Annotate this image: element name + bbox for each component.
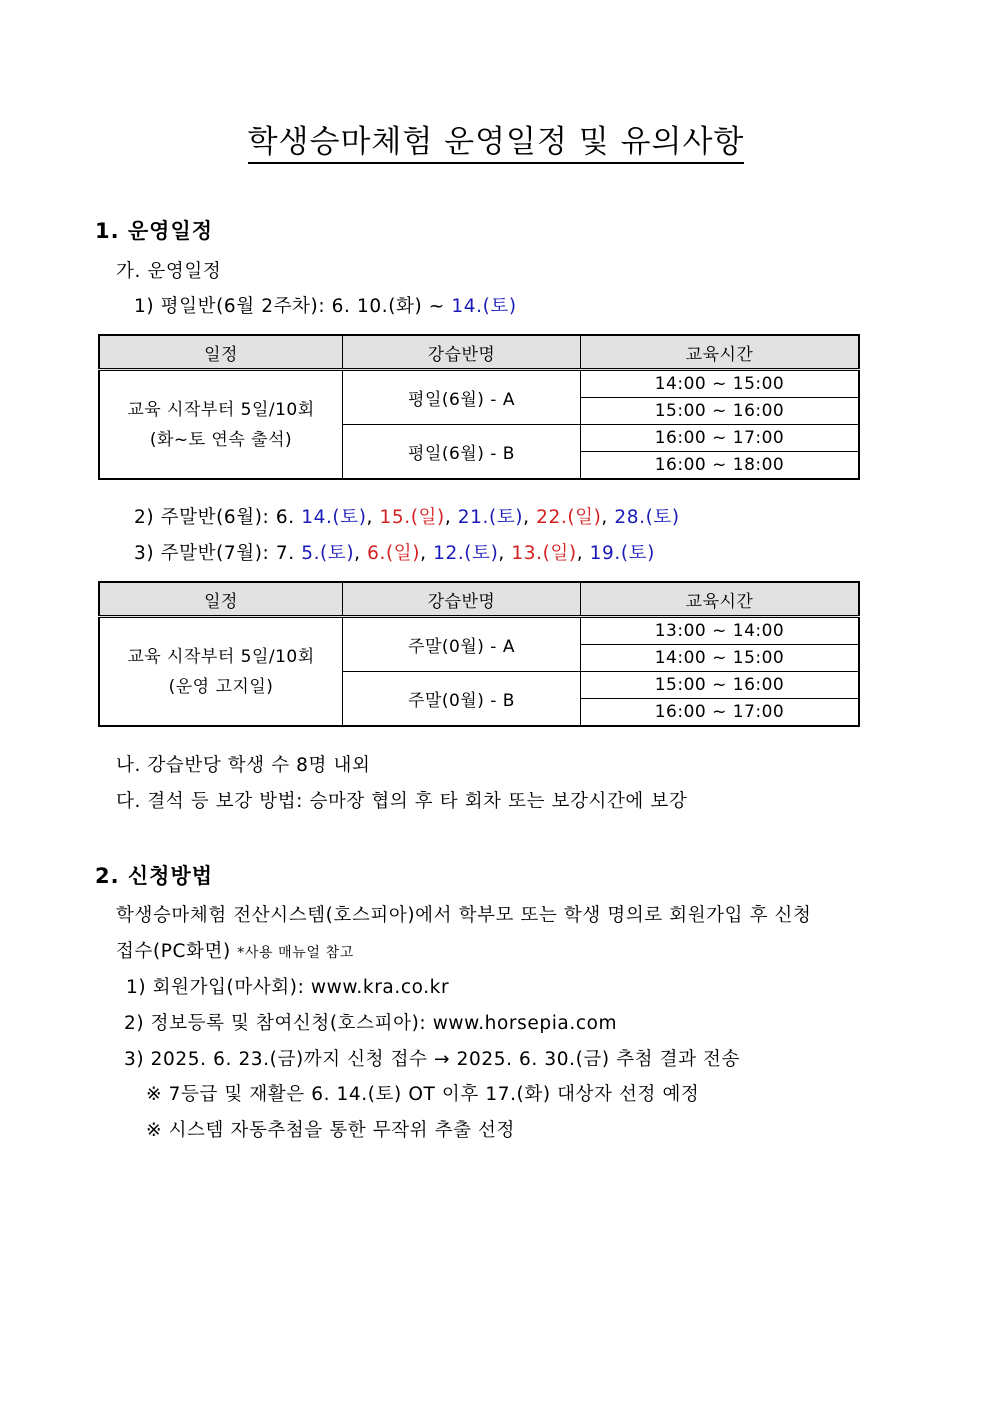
subsection-ga: 가. 운영일정 <box>116 261 222 282</box>
weekday-schedule-table <box>98 334 860 480</box>
weekend-schedule-table <box>98 581 860 727</box>
table-header: 일정 <box>99 582 343 617</box>
time-cell: 13:00 ~ 14:00 <box>581 617 860 645</box>
weekend-june-schedule: 2) 주말반(6월): 6. 14.(토), 15.(일), 21.(토), 22.(일), 28.(토) <box>134 507 680 528</box>
time-cell: 15:00 ~ 16:00 <box>581 398 860 425</box>
time-cell: 14:00 ~ 15:00 <box>581 645 860 672</box>
apply-intro: 학생승마체험 전산시스템(호스피아)에서 학부모 또는 학생 명의로 회원가입 후 신청 <box>116 905 812 926</box>
section-2-heading: 2. 신청방법 <box>95 864 214 888</box>
weekend-july-schedule: 3) 주말반(7월): 7. 5.(토), 6.(일), 12.(토), 13.(일), 19.(토) <box>134 543 655 564</box>
apply-intro-cont: 접수(PC화면) *사용 매뉴얼 참고 <box>116 941 354 962</box>
subsection-na: 나. 강습반당 학생 수 8명 내외 <box>116 755 371 776</box>
class-name-cell: 주말(0월) - A <box>343 617 581 672</box>
schedule-cell: 교육 시작부터 5일/10회 (화~토 연속 출석) <box>99 370 343 480</box>
page-title: 학생승마체험 운영일정 및 유의사항 <box>0 116 992 161</box>
table-header: 교육시간 <box>581 335 860 370</box>
class-name-cell: 평일(6월) - B <box>343 425 581 480</box>
subsection-da: 다. 결석 등 보강 방법: 승마장 협의 후 타 회차 또는 보강시간에 보강 <box>116 791 688 812</box>
note-1: ※ 7등급 및 재활은 6. 14.(토) OT 이후 17.(화) 대상자 선정 예정 <box>146 1084 700 1105</box>
weekday-schedule: 1) 평일반(6월 2주차): 6. 10.(화) ~ 14.(토) <box>134 296 517 317</box>
table-header: 교육시간 <box>581 582 860 617</box>
time-cell: 16:00 ~ 18:00 <box>581 452 860 480</box>
manual-note: *사용 매뉴얼 참고 <box>237 945 354 961</box>
class-name-cell: 평일(6월) - A <box>343 370 581 425</box>
time-cell: 16:00 ~ 17:00 <box>581 425 860 452</box>
time-cell: 14:00 ~ 15:00 <box>581 370 860 398</box>
table-header: 강습반명 <box>343 582 581 617</box>
step-1: 1) 회원가입(마사회): www.kra.co.kr <box>126 977 450 998</box>
step-2: 2) 정보등록 및 참여신청(호스피아): www.horsepia.com <box>124 1013 618 1034</box>
time-cell: 16:00 ~ 17:00 <box>581 699 860 727</box>
class-name-cell: 주말(0월) - B <box>343 672 581 727</box>
section-1-heading: 1. 운영일정 <box>95 219 214 243</box>
table-header: 강습반명 <box>343 335 581 370</box>
note-2: ※ 시스템 자동추첨을 통한 무작위 추출 선정 <box>146 1120 515 1141</box>
step-3: 3) 2025. 6. 23.(금)까지 신청 접수 → 2025. 6. 30.(금) 추첨 결과 전송 <box>124 1049 740 1070</box>
schedule-cell: 교육 시작부터 5일/10회 (운영 고지일) <box>99 617 343 727</box>
table-header: 일정 <box>99 335 343 370</box>
time-cell: 15:00 ~ 16:00 <box>581 672 860 699</box>
